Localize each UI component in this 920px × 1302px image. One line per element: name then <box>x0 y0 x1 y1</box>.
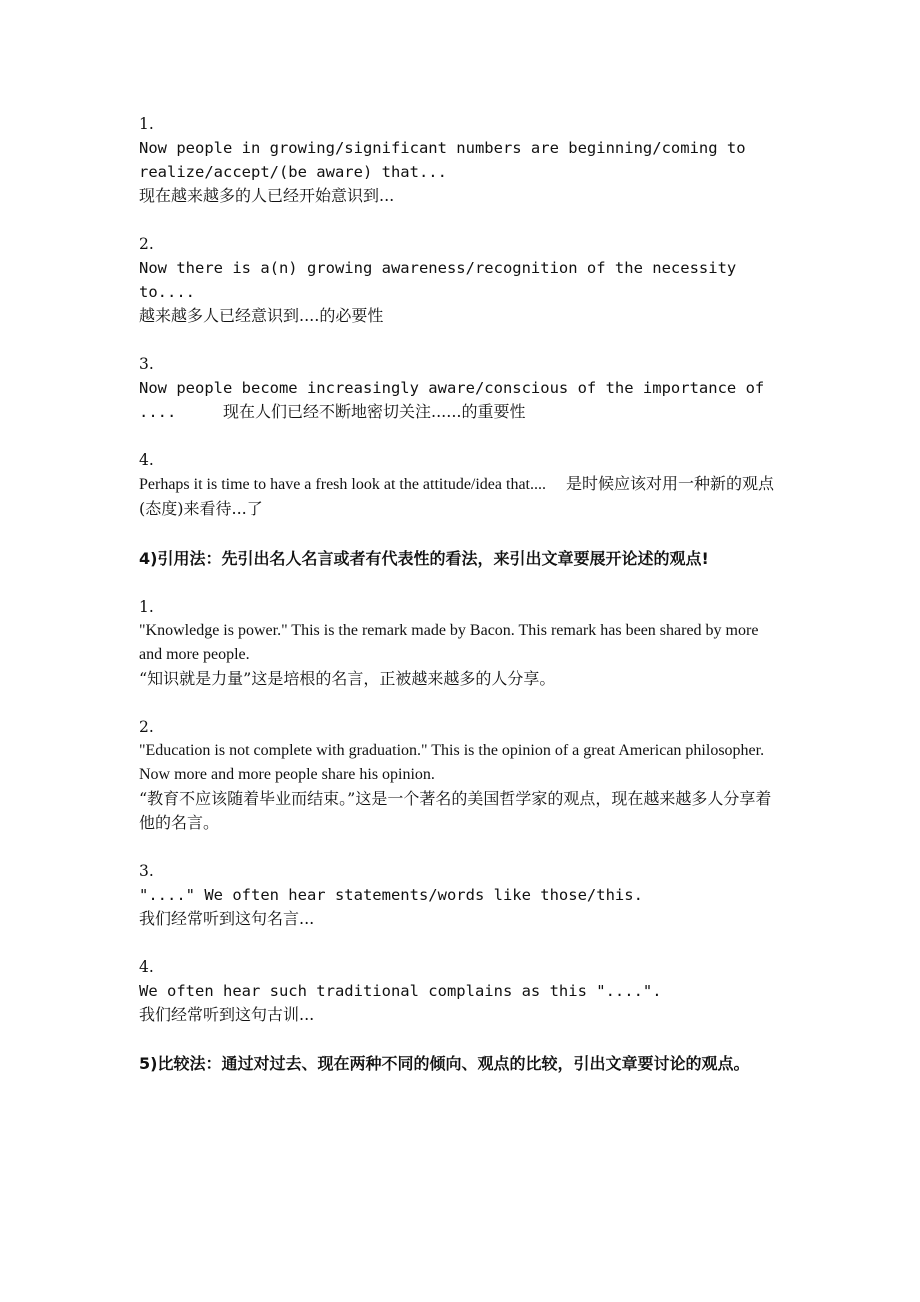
chinese-text: 是时候应该对用一种新的观点(态度)来看待...了 <box>139 474 775 518</box>
list-item <box>139 232 784 328</box>
english-text <box>139 472 784 522</box>
item-number: 1. <box>139 598 154 616</box>
english-text: We often hear such traditional complains as this "....". <box>139 982 662 1000</box>
section-heading: 5)比较法：通过对过去、现在两种不同的倾向、观点的比较，引出文章要讨论的观点。 <box>139 1054 750 1073</box>
english-text-content: Perhaps it is time to have a fresh look at the attitude/idea that.... <box>139 476 546 493</box>
list-item <box>139 595 784 691</box>
english-text-content: Now people become increasingly aware/conscious of the importance of .... <box>139 379 765 421</box>
english-text: Now people in growing/significant numbers are beginning/coming to realize/accept/(be aware) that... <box>139 139 746 181</box>
chinese-text: “知识就是力量”这是培根的名言，正被越来越多的人分享。 <box>139 669 556 688</box>
english-text: "Education is not complete with graduation." This is the opinion of a great American philosopher. Now more and more people share his opinion. <box>139 742 765 783</box>
chinese-text: 我们经常听到这句古训... <box>139 1005 315 1024</box>
chinese-text: “教育不应该随着毕业而结束。”这是一个著名的美国哲学家的观点，现在越来越多人分享着他的名言。 <box>139 789 772 832</box>
document-page <box>139 112 784 1100</box>
english-text: "Knowledge is power." This is the remark made by Bacon. This remark has been shared by more and more people. <box>139 622 759 663</box>
chinese-text: 越来越多人已经意识到....的必要性 <box>139 306 384 325</box>
list-item <box>139 448 784 522</box>
item-number: 3. <box>139 862 154 880</box>
item-number: 1. <box>139 115 154 133</box>
list-item <box>139 859 784 931</box>
list-item <box>139 955 784 1027</box>
chinese-text: 现在人们已经不断地密切关注......的重要性 <box>223 402 526 421</box>
item-number: 4. <box>139 958 154 976</box>
chinese-text: 现在越来越多的人已经开始意识到... <box>139 186 395 205</box>
list-item <box>139 352 784 424</box>
list-item <box>139 715 784 835</box>
item-number: 2. <box>139 235 154 253</box>
english-text: Now there is a(n) growing awareness/recognition of the necessity to.... <box>139 259 737 301</box>
english-text: "...." We often hear statements/words like those/this. <box>139 886 643 904</box>
list-item <box>139 112 784 208</box>
item-number: 2. <box>139 718 154 736</box>
item-number: 3. <box>139 355 154 373</box>
item-number: 4. <box>139 451 154 469</box>
chinese-text: 我们经常听到这句名言... <box>139 909 315 928</box>
english-text <box>139 376 784 424</box>
section-heading: 4)引用法：先引出名人名言或者有代表性的看法，来引出文章要展开论述的观点! <box>139 549 709 568</box>
